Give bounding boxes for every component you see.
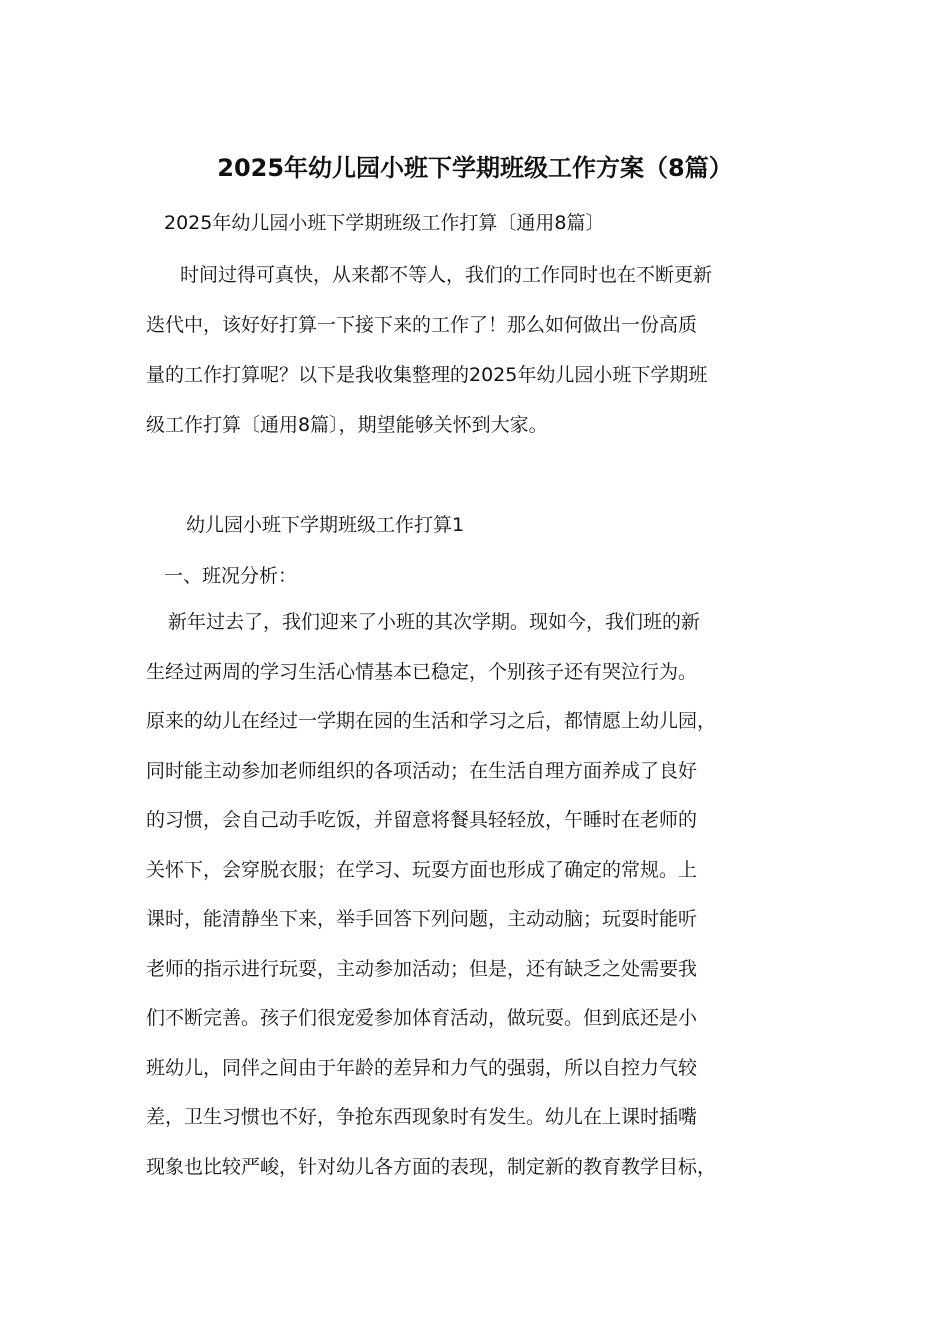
body-line: 的习惯，会自己动手吃饭，并留意将餐具轻轻放，午睡时在老师的 xyxy=(146,809,698,831)
intro-line: 量的工作打算呢？以下是我收集整理的2025年幼儿园小班下学期班 xyxy=(146,364,708,386)
body-paragraph xyxy=(146,605,816,1199)
section-heading: 幼儿园小班下学期班级工作打算1 xyxy=(186,514,465,536)
body-line: 们不断完善。孩子们很宠爱参加体育活动，做玩耍。但到底还是小 xyxy=(146,1007,698,1029)
body-line: 关怀下，会穿脱衣服；在学习、玩耍方面也形成了确定的常规。上 xyxy=(146,858,698,881)
body-line: 同时能主动参加老师组织的各项活动；在生活自理方面养成了良好 xyxy=(146,759,698,782)
body-line: 现象也比较严峻，针对幼儿各方面的表现，制定新的教育教学目标， xyxy=(146,1155,717,1178)
intro-line: 迭代中，该好好打算一下接下来的工作了！那么如何做出一份高质 xyxy=(146,314,698,336)
intro-line: 时间过得可真快，从来都不等人，我们的工作同时也在不断更新 xyxy=(180,264,713,286)
body-line: 课时，能清静坐下来，举手回答下列问题，主动动脑；玩耍时能听 xyxy=(146,908,698,930)
body-line: 差，卫生习惯也不好，争抢东西现象时有发生。幼儿在上课时插嘴 xyxy=(146,1106,698,1128)
intro-line: 级工作打算〔通用8篇〕，期望能够关怀到大家。 xyxy=(146,414,548,436)
document-subtitle: 2025年幼儿园小班下学期班级工作打算〔通用8篇〕 xyxy=(164,212,605,234)
section-subheading: 一、班况分析： xyxy=(164,565,298,587)
body-line: 老师的指示进行玩耍，主动参加活动；但是，还有缺乏之处需要我 xyxy=(146,957,698,980)
body-line: 原来的幼儿在经过一学期在园的生活和学习之后，都情愿上幼儿园， xyxy=(146,710,717,732)
body-line: 班幼儿，同伴之间由于年龄的差异和力气的强弱，所以自控力气较 xyxy=(146,1056,698,1079)
body-line: 生经过两周的学习生活心情基本已稳定，个别孩子还有哭泣行为。 xyxy=(146,660,698,683)
body-line: 新年过去了，我们迎来了小班的其次学期。现如今，我们班的新 xyxy=(168,611,701,633)
intro-paragraph xyxy=(146,258,816,458)
document-title: 2025年幼儿园小班下学期班级工作方案（8篇） xyxy=(217,154,733,182)
